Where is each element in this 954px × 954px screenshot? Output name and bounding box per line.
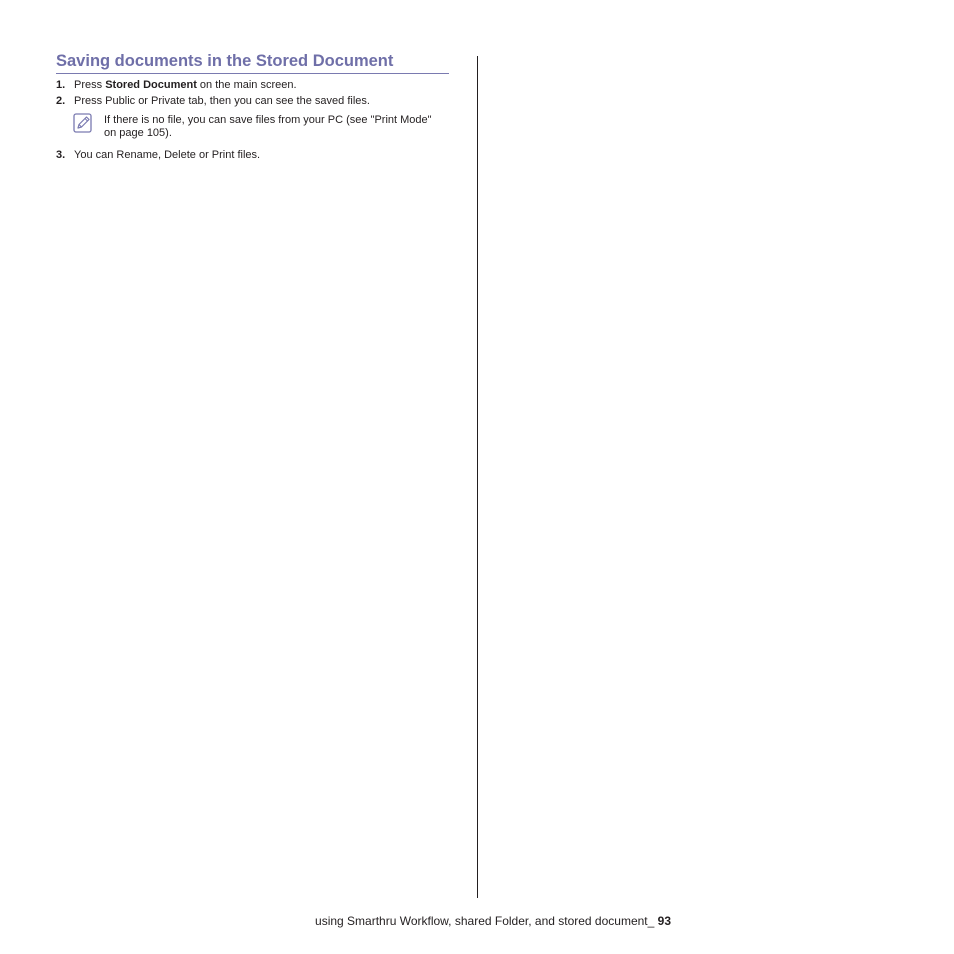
step-text: You can Rename, Delete or Print files. — [74, 149, 261, 161]
page-number: 93 — [657, 914, 671, 928]
note-pencil-icon — [73, 113, 93, 133]
step-text: Press Public or Private tab, then you can see the saved files. — [74, 95, 370, 107]
step-3 — [56, 149, 260, 162]
step-text-suffix: on the main screen. — [196, 79, 297, 91]
section-title: Saving documents in the Stored Document — [56, 51, 449, 74]
step-2 — [56, 95, 370, 108]
column-divider — [477, 56, 478, 898]
note-text: If there is no file, you can save files from your PC (see "Print Mode" on page 105). — [104, 114, 432, 139]
footer-chapter: using Smarthru Workflow, shared Folder, and stored document_ — [315, 914, 658, 928]
step-number: 2. — [56, 95, 66, 107]
step-text-bold: Stored Document — [105, 79, 197, 91]
page-footer — [315, 914, 671, 929]
step-1 — [56, 79, 297, 92]
step-text-prefix: Press — [74, 79, 106, 91]
step-number: 3. — [56, 149, 66, 161]
step-number: 1. — [56, 79, 66, 91]
